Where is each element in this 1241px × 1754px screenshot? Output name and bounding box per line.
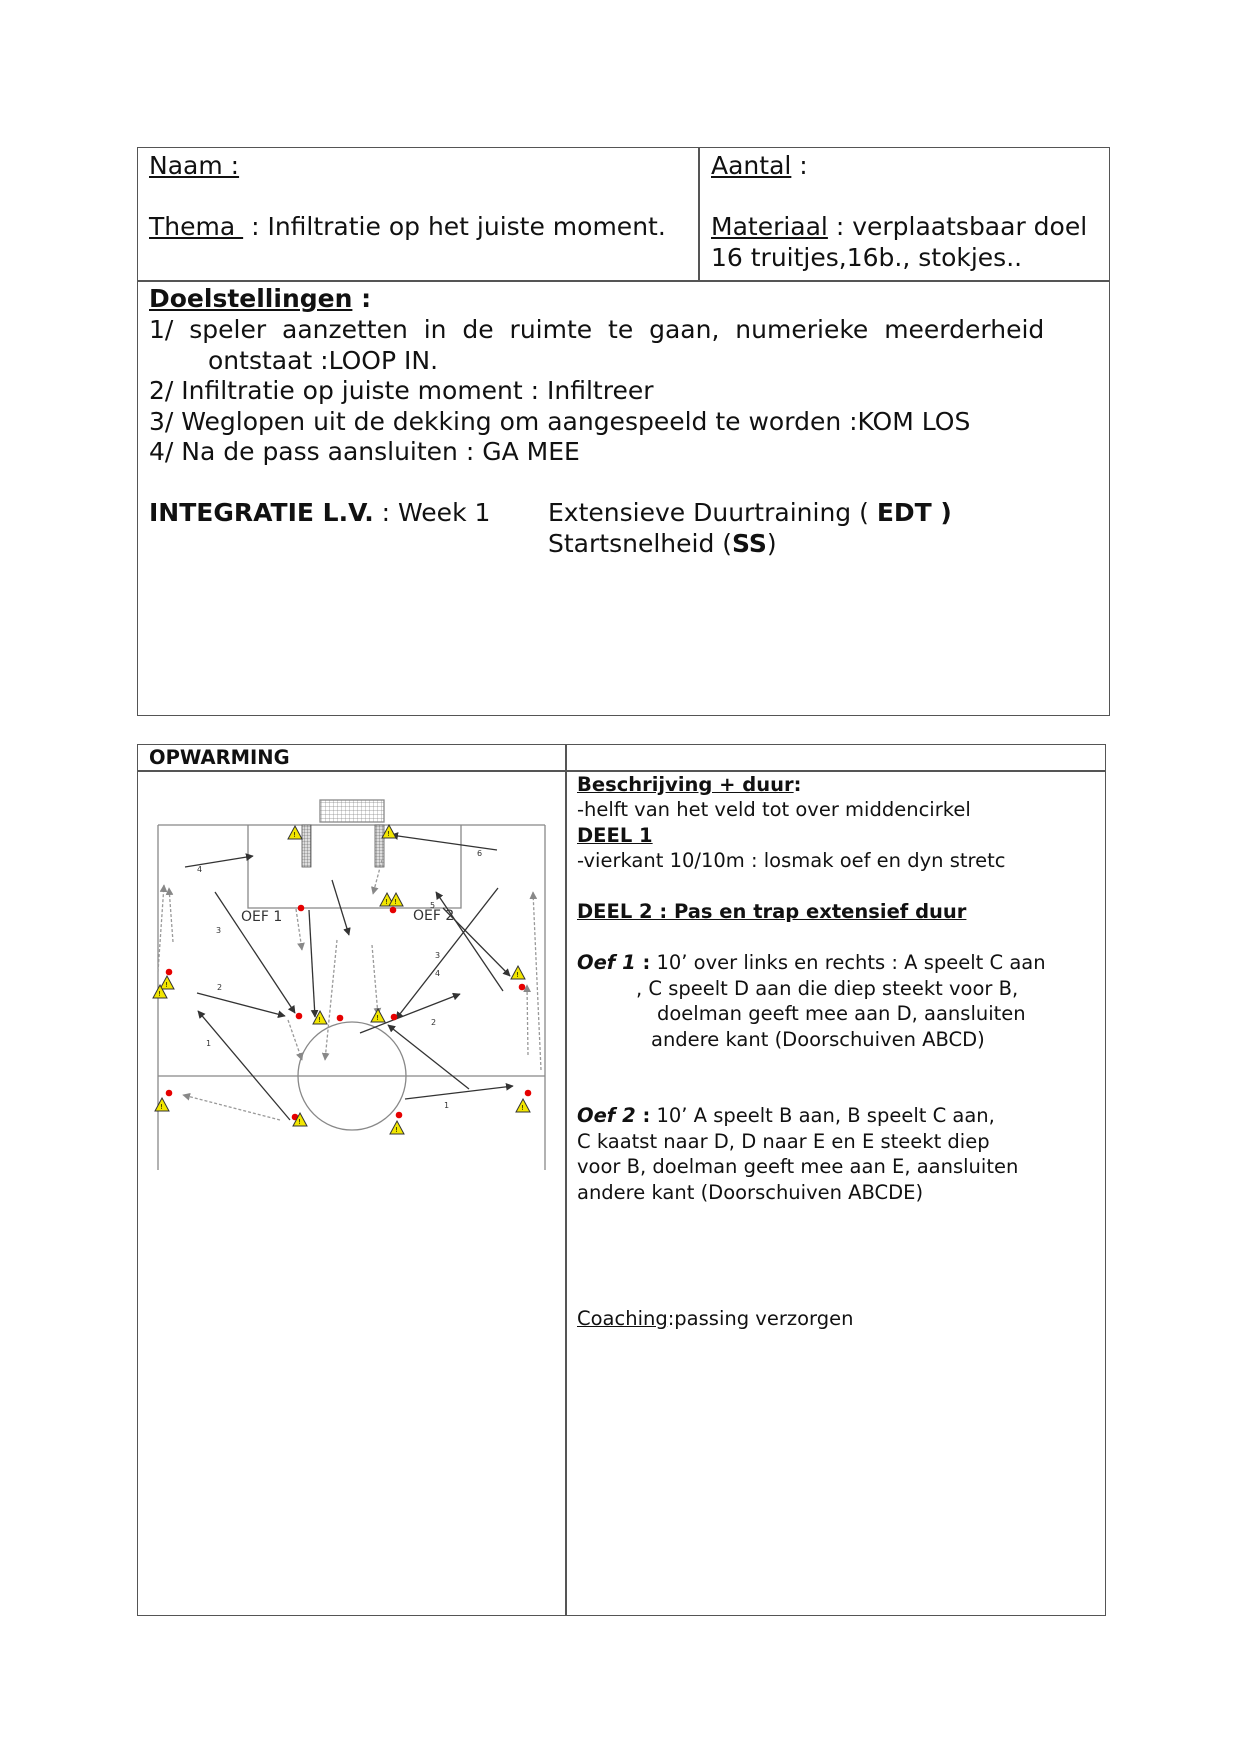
- run-arrows: [158, 860, 541, 1120]
- edt-line: Extensieve Duurtraining ( EDT ): [548, 498, 952, 527]
- cone: [166, 969, 173, 976]
- aantal-label: Aantal: [711, 151, 792, 180]
- goal-post-right: [375, 825, 384, 867]
- arrow-number-labels: [197, 849, 482, 1110]
- player-marker-mark: !: [516, 971, 519, 979]
- materiaal-value: : verplaatsbaar doel: [827, 212, 1088, 241]
- top-table-col-divider: [698, 147, 700, 281]
- pass-arrow: [185, 856, 253, 867]
- oef1-line-3: doelman geeft mee aan D, aansluiten: [657, 1002, 1026, 1025]
- penalty-box: [248, 825, 461, 908]
- arrow-number: 2: [217, 983, 223, 992]
- integratie-label: INTEGRATIE L.V.: [149, 498, 374, 527]
- deel1-heading: DEEL 1: [577, 824, 653, 847]
- materiaal-label: Materiaal: [711, 212, 828, 241]
- run-arrow: [533, 892, 541, 1070]
- run-arrow: [158, 885, 164, 972]
- arrow-number: 3: [435, 951, 441, 960]
- goal-1a: 1/ speler aanzetten in de ruimte te gaan, numerieke meerderheid: [149, 315, 1045, 344]
- player-marker-mark: !: [376, 1014, 379, 1022]
- arrow-number: 4: [435, 969, 441, 978]
- run-arrow: [169, 888, 173, 942]
- player-marker-mark: !: [293, 831, 296, 839]
- cones: [166, 905, 532, 1121]
- pass-arrow: [309, 910, 315, 1017]
- top-table-row-divider: [137, 280, 1110, 282]
- oef1-line-1: Oef 1 : 10’ over links en rechts : A speelt C aan: [577, 951, 1046, 974]
- player-marker-mark: !: [395, 1126, 398, 1134]
- drill-diagram: [145, 790, 555, 1175]
- pass-arrow: [391, 835, 497, 850]
- pass-arrow: [360, 994, 460, 1033]
- oef2-line-4: andere kant (Doorschuiven ABCDE): [577, 1181, 924, 1204]
- cone: [396, 1112, 403, 1119]
- aantal-line: Aantal :: [711, 151, 808, 180]
- run-arrow: [296, 909, 302, 950]
- warmup-title: OPWARMING: [149, 746, 290, 769]
- goal-2: 2/ Infiltratie op juiste moment : Infiltreer: [149, 376, 654, 405]
- pass-arrow: [405, 1086, 513, 1099]
- warmup-col-divider: [565, 744, 567, 1616]
- cone: [525, 1090, 532, 1097]
- goal-post-left: [302, 825, 311, 867]
- oef1-line-2: , C speelt D aan die diep steekt voor B,: [636, 977, 1019, 1000]
- pass-arrow: [388, 1025, 469, 1089]
- cone: [166, 1090, 173, 1097]
- arrow-number: 3: [216, 926, 222, 935]
- player-marker-mark: !: [521, 1104, 524, 1112]
- player-marker-mark: !: [387, 830, 390, 838]
- ss-line: Startsnelheid (SS): [548, 529, 777, 558]
- run-arrow: [183, 1095, 280, 1120]
- cone: [298, 905, 305, 912]
- beschrijving-heading: Beschrijving + duur:: [577, 773, 802, 796]
- arrow-number: 1: [444, 1101, 450, 1110]
- integratie-line: INTEGRATIE L.V. : Week 1: [149, 498, 491, 527]
- cone: [390, 907, 397, 914]
- oef1-line-4: andere kant (Doorschuiven ABCD): [651, 1028, 985, 1051]
- cone: [296, 1013, 303, 1020]
- arrow-number: 4: [197, 865, 203, 874]
- desc-line-2: -vierkant 10/10m : losmak oef en dyn stretc: [577, 849, 1006, 872]
- oef2-line-3: voor B, doelman geeft mee aan E, aansluiten: [577, 1155, 1019, 1178]
- materiaal-line: [711, 211, 1087, 242]
- player-marker-mark: !: [160, 1103, 163, 1111]
- oef2-line-1: Oef 2 : 10’ A speelt B aan, B speelt C aan,: [577, 1104, 995, 1127]
- goal-1b: ontstaat :LOOP IN.: [208, 346, 439, 375]
- naam-label: Naam :: [149, 151, 240, 180]
- oef1-diagram-label: OEF 1: [241, 909, 283, 925]
- thema-label: Thema: [149, 212, 244, 241]
- players: [153, 825, 530, 1134]
- player-marker-mark: !: [385, 898, 388, 906]
- cone: [391, 1014, 398, 1021]
- materiaal-value-2: 16 truitjes,16b., stokjes..: [711, 243, 1023, 272]
- pass-arrow: [197, 993, 285, 1016]
- arrow-number: 1: [206, 1039, 212, 1048]
- run-arrow: [527, 985, 528, 1055]
- player-marker-mark: !: [298, 1118, 301, 1126]
- cone: [519, 984, 526, 991]
- run-arrow: [372, 945, 378, 1015]
- desc-line-1: -helft van het veld tot over middencirkel: [577, 798, 971, 821]
- player-marker-mark: !: [158, 990, 161, 998]
- run-arrow: [288, 1020, 302, 1060]
- pass-arrows: [185, 835, 513, 1120]
- deel2-heading: DEEL 2 : Pas en trap extensief duur: [577, 900, 967, 923]
- player-marker-mark: !: [318, 1016, 321, 1024]
- pass-arrow: [436, 892, 503, 991]
- arrow-number: 6: [477, 849, 483, 858]
- coaching-line: Coaching:passing verzorgen: [577, 1307, 854, 1330]
- oef2-diagram-label: OEF 2: [413, 908, 455, 924]
- thema-line: [149, 211, 666, 242]
- player-marker-mark: !: [394, 898, 397, 906]
- oef2-line-2: C kaatst naar D, D naar E en E steekt diep: [577, 1130, 990, 1153]
- arrow-number: 5: [430, 901, 436, 910]
- arrow-number: 2: [431, 1018, 437, 1027]
- run-arrow: [325, 940, 337, 1060]
- cone: [337, 1015, 344, 1022]
- goal-net: [320, 800, 384, 822]
- player-marker-mark: !: [165, 981, 168, 989]
- goal-4: 4/ Na de pass aansluiten : GA MEE: [149, 437, 580, 466]
- doelstellingen-heading: Doelstellingen :: [149, 284, 372, 313]
- coaching-label: Coaching: [577, 1307, 668, 1330]
- goal-3: 3/ Weglopen uit de dekking om aangespeeld te worden :KOM LOS: [149, 407, 971, 436]
- thema-value: : Infiltratie op het juiste moment.: [243, 212, 666, 241]
- pass-arrow: [198, 1011, 290, 1120]
